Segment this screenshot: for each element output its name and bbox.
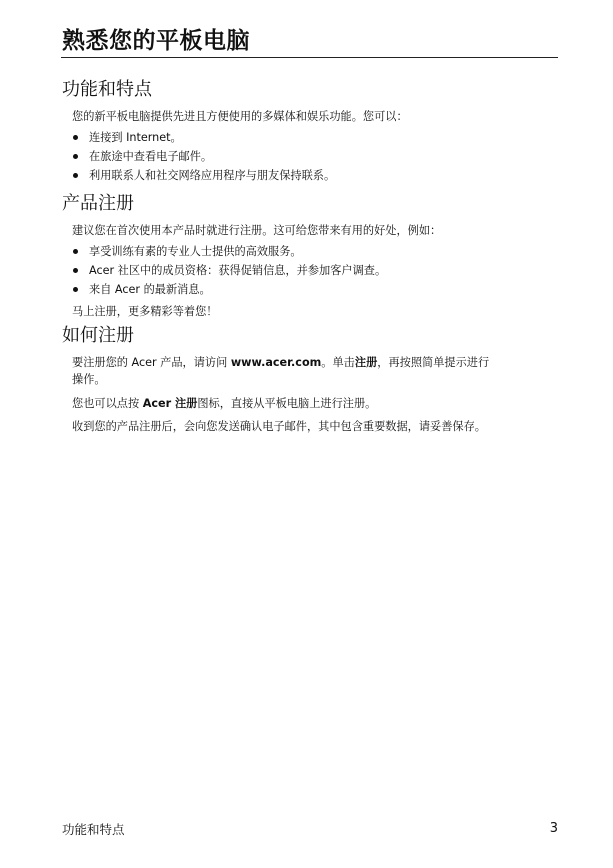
section-heading-registration: 产品注册 (62, 193, 134, 214)
registration-benefits-list (72, 242, 558, 299)
page-title: 熟悉您的平板电脑 (62, 28, 250, 54)
page-number: 3 (549, 821, 558, 836)
text-segment: 图标，直接从平板电脑上进行注册。 (197, 397, 377, 410)
list-item-text: 来自 Acer 的最新消息。 (89, 283, 211, 296)
bullet-icon (73, 287, 78, 292)
bullet-icon (73, 268, 78, 273)
bullet-icon (73, 249, 78, 254)
registration-closing: 马上注册，更多精彩等着您！ (72, 305, 218, 318)
list-item-text: Acer 社区中的成员资格：获得促销信息，并参加客户调查。 (89, 264, 387, 277)
list-item-text: 在旅途中查看电子邮件。 (89, 150, 213, 163)
bullet-icon (73, 173, 78, 178)
section-heading-features: 功能和特点 (62, 79, 152, 100)
register-icon-paragraph (72, 395, 558, 412)
text-segment: 。单击 (321, 356, 355, 369)
list-item-text: 利用联系人和社交网络应用程序与朋友保持联系。 (89, 169, 336, 182)
text-segment: 您也可以点按 (72, 397, 143, 410)
footer-section-title: 功能和特点 (62, 822, 125, 837)
list-item (72, 261, 558, 280)
registration-intro: 建议您在首次使用本产品时就进行注册。这可给您带来有用的好处，例如： (72, 224, 442, 237)
list-item (72, 166, 558, 185)
acer-registration-icon-label: Acer 注册 (142, 397, 198, 410)
register-label: 注册 (354, 356, 378, 369)
bullet-icon (73, 154, 78, 159)
list-item (72, 128, 558, 147)
list-item (72, 147, 558, 166)
acer-website-link[interactable]: www.acer.com (230, 356, 322, 369)
text-segment: ，再按照简单提示进行 (377, 356, 490, 369)
list-item (72, 242, 558, 261)
list-item (72, 280, 558, 299)
list-item-text: 连接到 Internet。 (89, 131, 182, 144)
confirmation-email-paragraph: 收到您的产品注册后，会向您发送确认电子邮件，其中包含重要数据，请妥善保存。 (72, 420, 486, 433)
text-segment: 要注册您的 Acer 产品，请访问 (72, 356, 231, 369)
features-intro: 您的新平板电脑提供先进且方便使用的多媒体和娱乐功能。您可以： (72, 110, 408, 123)
title-underline (61, 57, 558, 58)
list-item-text: 享受训练有素的专业人士提供的高效服务。 (89, 245, 302, 258)
how-to-register-paragraph (72, 354, 558, 388)
text-segment: 操作。 (72, 373, 106, 386)
section-heading-how-to-register: 如何注册 (62, 325, 134, 346)
bullet-icon (73, 135, 78, 140)
features-list (72, 128, 558, 185)
